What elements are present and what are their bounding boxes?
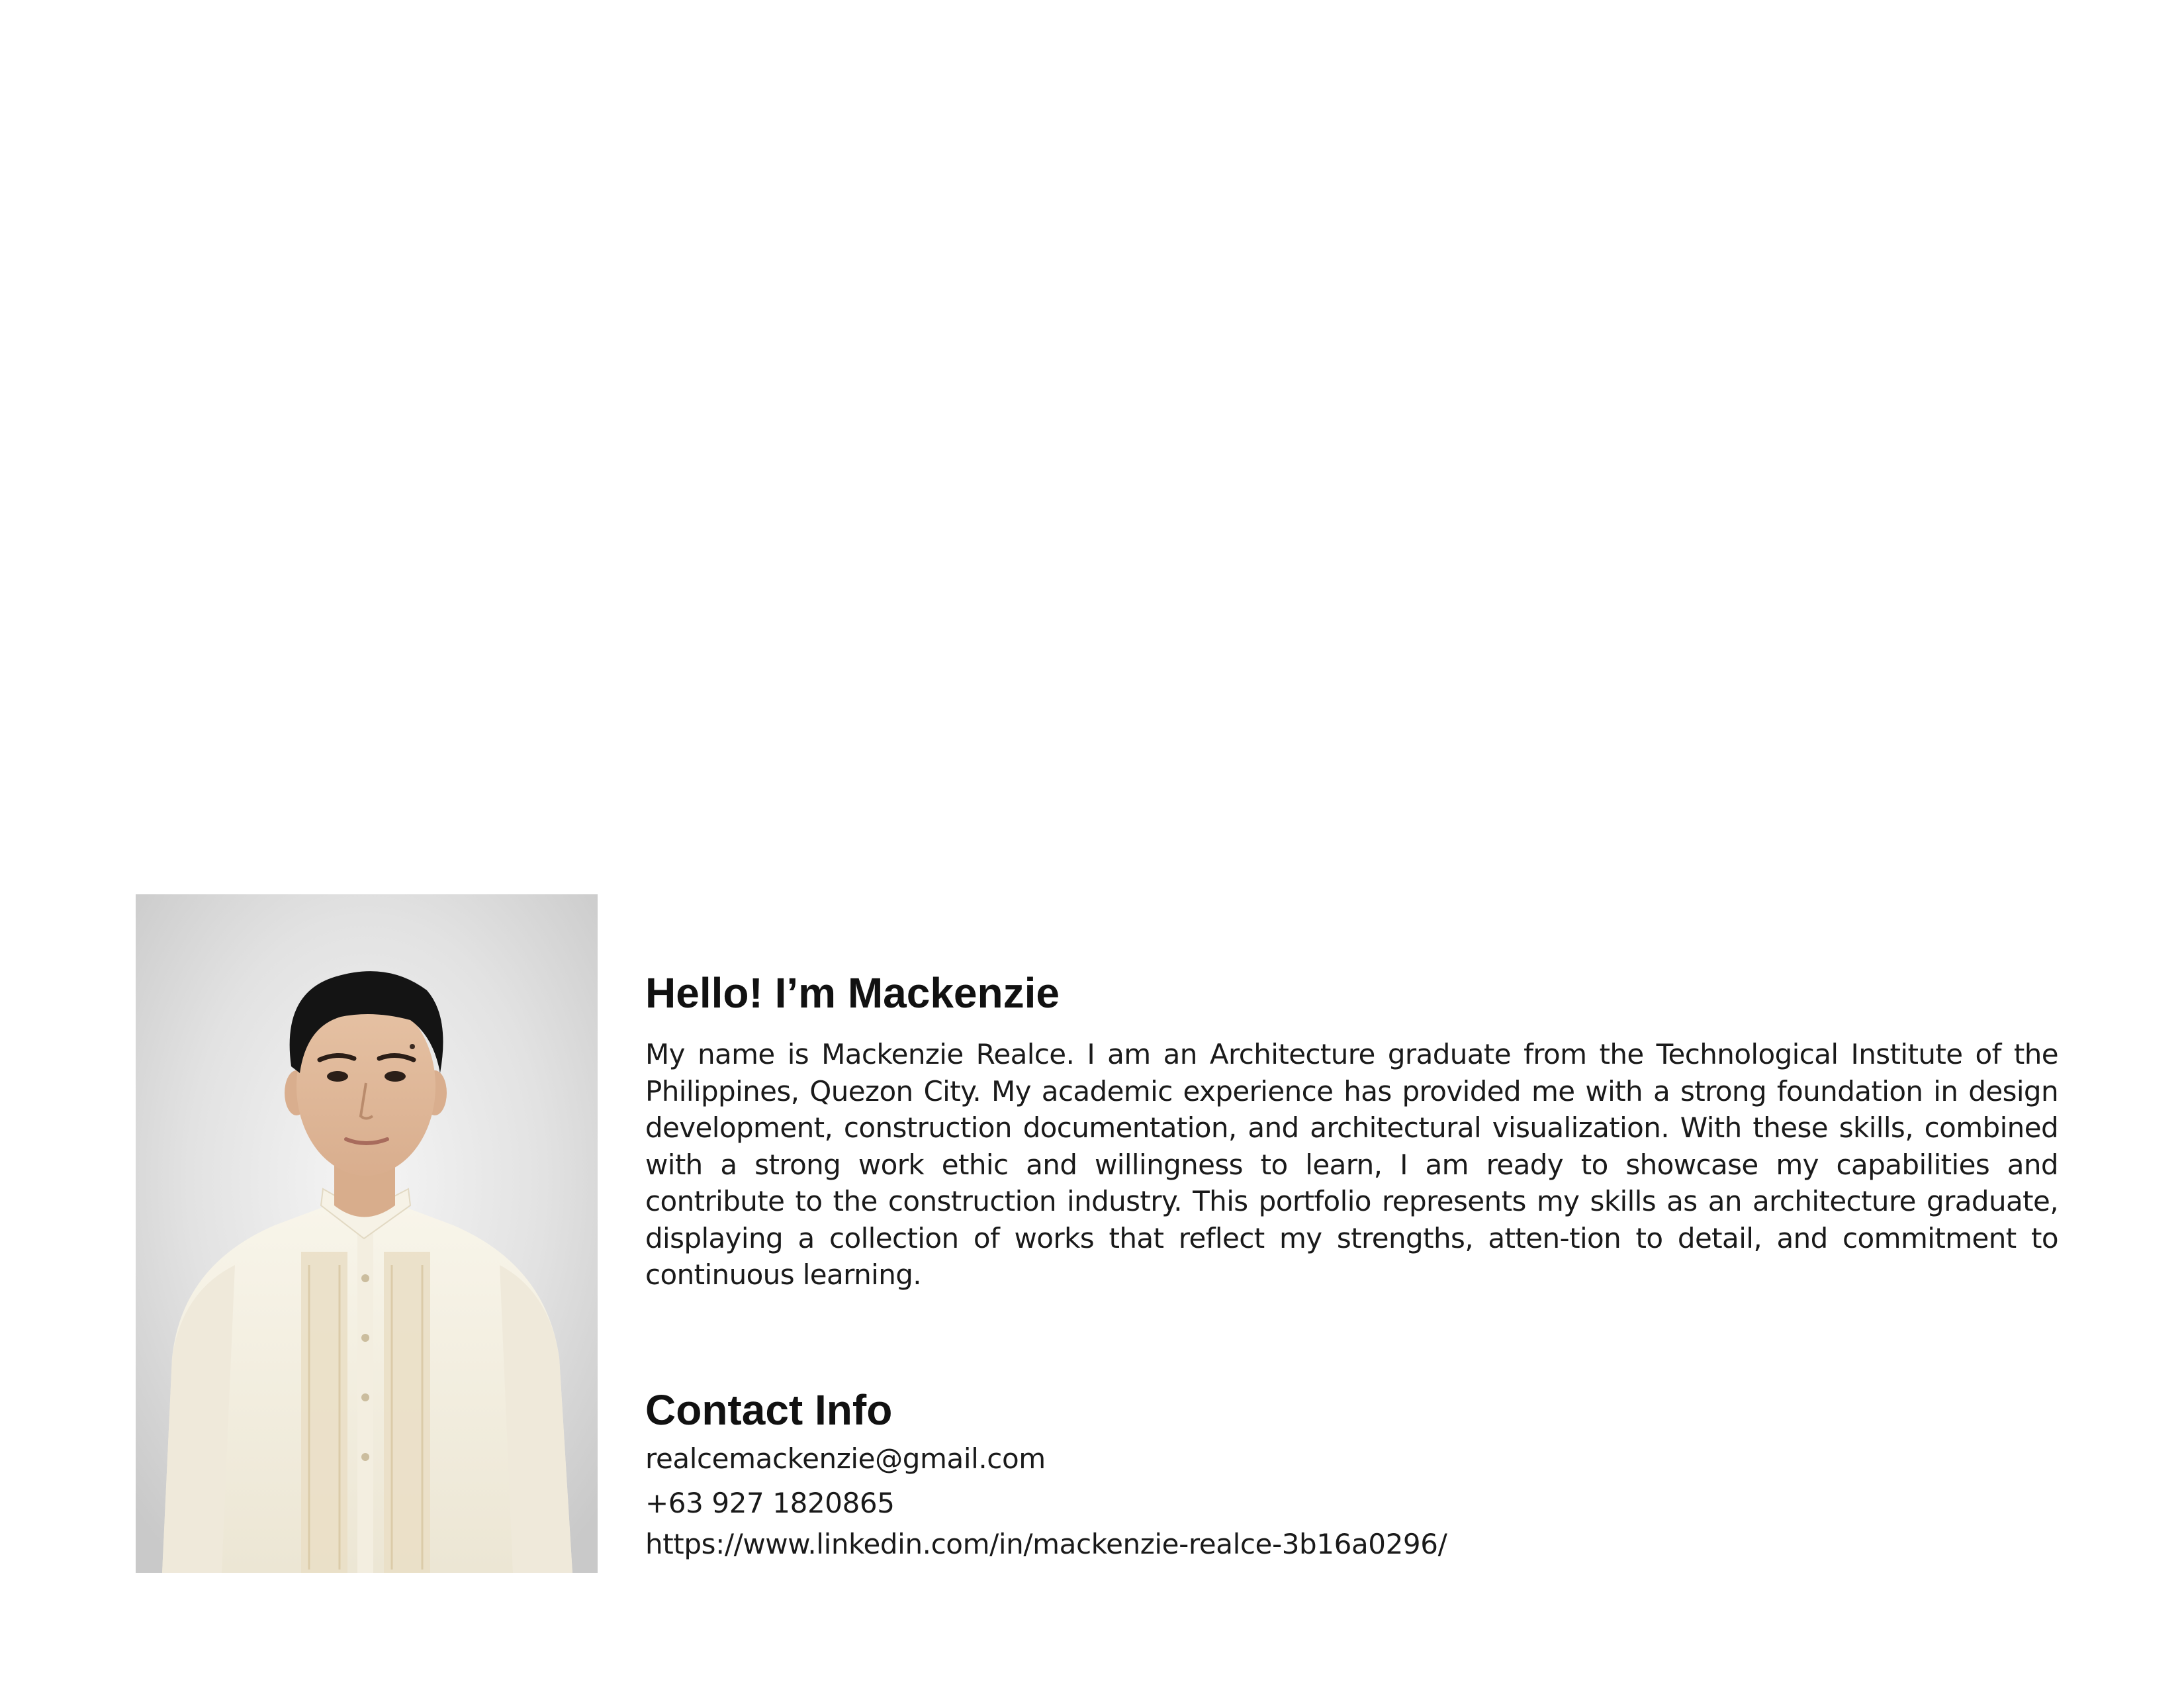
greeting-heading: Hello! I’m Mackenzie	[645, 969, 1060, 1017]
portrait-photo	[136, 894, 598, 1573]
bio-paragraph: My name is Mackenzie Realce. I am an Architecture graduate from the Technological Institute of the Philippines, Quezon City. My academic experience has provided me with a strong foundation in design development, construction documentation, and architectural visualization. With these skills, combined with a strong work ethic and willingness to learn, I am ready to showcase my capabilities and contribute to the construction industry. This portfolio represents my skills as an architecture graduate, displaying a collection of works that reflect my strengths, atten-tion to detail, and commitment to continuous learning.	[645, 1038, 2058, 1291]
portrait-illustration	[136, 894, 598, 1573]
contact-info-heading: Contact Info	[645, 1386, 893, 1434]
contact-email[interactable]: realcemackenzie@gmail.com	[645, 1442, 1046, 1475]
contact-linkedin-link[interactable]: https://www.linkedin.com/in/mackenzie-realce-3b16a0296/	[645, 1528, 1447, 1560]
contact-phone[interactable]: +63 927 1820865	[645, 1487, 895, 1519]
